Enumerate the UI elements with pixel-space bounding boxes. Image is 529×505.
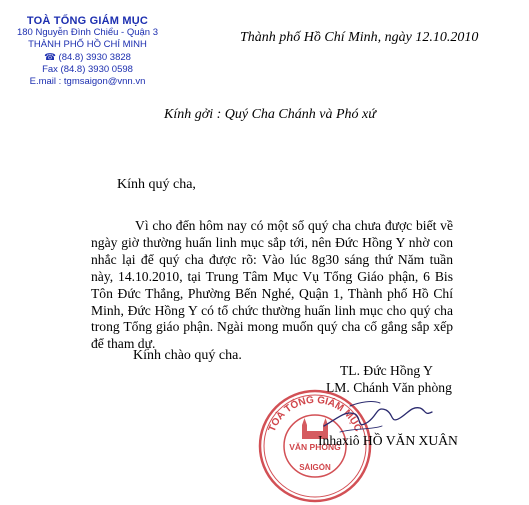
signer-office: LM. Chánh Văn phòng: [326, 380, 452, 395]
letterhead-city: THÀNH PHỐ HỒ CHÍ MINH: [28, 39, 147, 51]
letterhead-org: TOÀ TỔNG GIÁM MỤC: [26, 15, 149, 27]
letterhead-phone: ☎ (84.8) 3930 3828: [44, 51, 131, 63]
stamp-center-text: VĂN PHÒNG: [289, 442, 341, 452]
letterhead-address: 180 Nguyễn Đình Chiểu - Quận 3: [16, 27, 158, 39]
letter-body: Vì cho đến hôm nay có một số quý cha chưa được biết về ngày giờ thường huấn linh mục sắp tới, nên Đức Hồng Y nhờ con nhắc lại để quý cha được rõ: Vào lúc 8g30 sáng thứ Năm tuần này, 14.10.2010, tại Trung Tâm Mục Vụ Tổng Giáo phận, 6 Bis Tôn Đức Thắng, Phường Bến Nghé, Quận 1, Thành phố Hồ Chí Minh, Đức Hồng Y có tổ chức thường huấn linh mục cho quý cha trong Tổng giáo phận. Ngài mong muốn quý cha cố gắng sắp xếp để tham dự.: [91, 218, 453, 352]
signer-name: Inhaxiô HỒ VĂN XUÂN: [318, 433, 458, 448]
letterhead-email: E.mail : tgmsaigon@vnn.vn: [29, 76, 146, 88]
letterhead: [0, 15, 175, 88]
letterhead-fax: Fax (84.8) 3930 0598: [42, 63, 133, 75]
salutation: Kính quý cha,: [117, 177, 196, 192]
signer-title: TL. Đức Hồng Y: [340, 363, 433, 378]
recipient-line: Kính gởi : Quý Cha Chánh và Phó xứ: [164, 107, 376, 122]
dateline: Thành phố Hồ Chí Minh, ngày 12.10.2010: [240, 30, 479, 45]
stamp-ring-text: TOÀ TỔNG GIÁM MỤC: [266, 394, 364, 434]
handwritten-signature: [320, 388, 435, 438]
stamp-bottom-text: SÀIGÒN: [299, 463, 331, 472]
closing-line: Kính chào quý cha.: [133, 348, 242, 363]
